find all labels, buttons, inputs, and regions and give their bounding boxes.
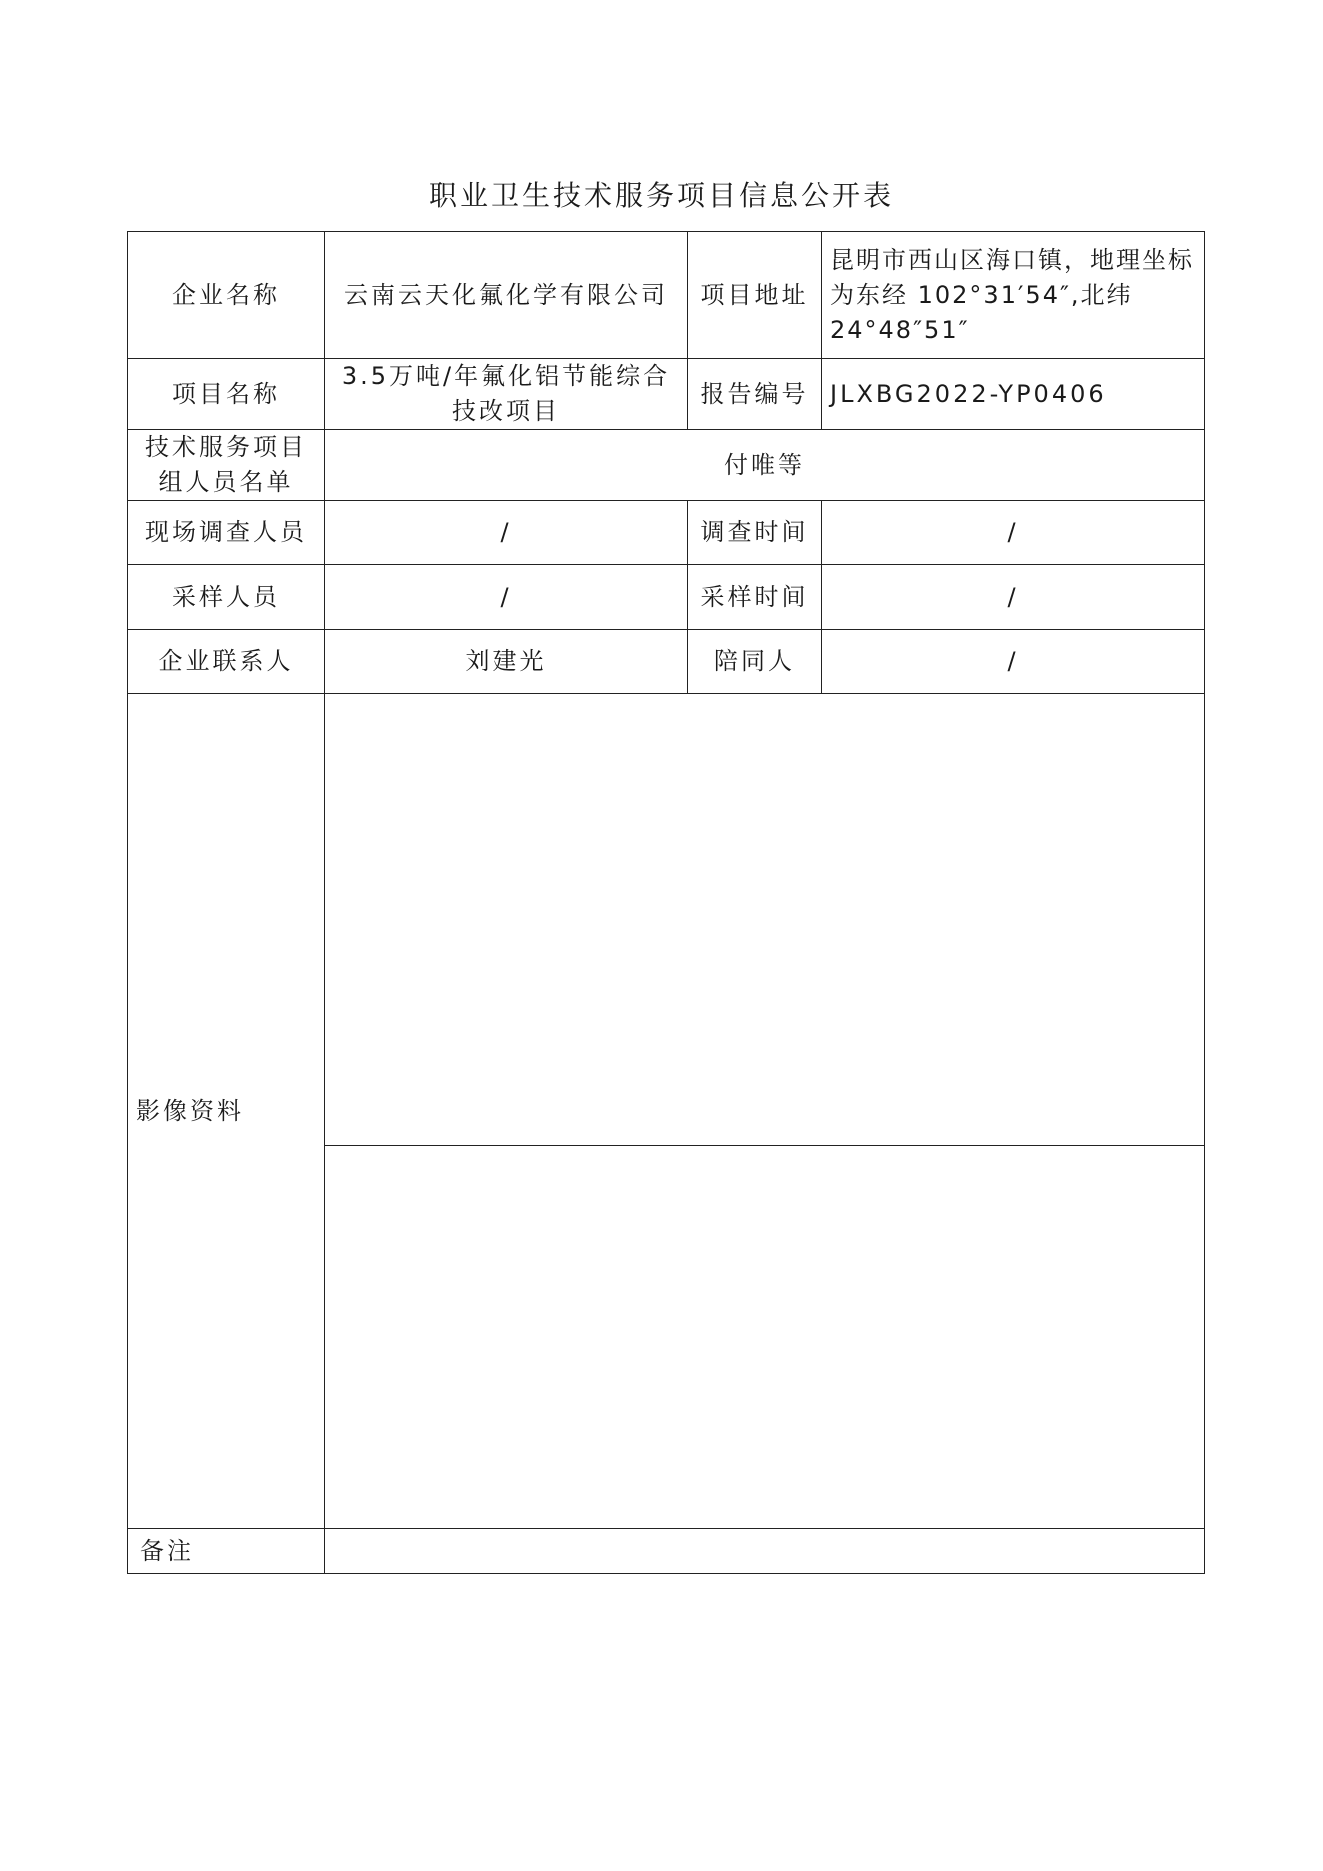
info-table: [127, 231, 1205, 1574]
sampling-time-label: 采样时间: [688, 565, 822, 630]
project-value: 3.5万吨/年氟化铝节能综合技改项目: [325, 359, 688, 430]
survey-time-value: /: [822, 501, 1205, 565]
table-row: [128, 694, 1205, 1146]
address-label: 项目地址: [688, 232, 822, 359]
table-row: [128, 232, 1205, 359]
sampling-time-value: /: [822, 565, 1205, 630]
team-label: 技术服务项目组人员名单: [128, 430, 325, 501]
table-row: [128, 501, 1205, 565]
remarks-label: 备注: [128, 1529, 325, 1574]
remarks-value: [325, 1529, 1205, 1574]
table-row: [128, 565, 1205, 630]
media-label: 影像资料: [128, 694, 325, 1529]
survey-time-label: 调查时间: [688, 501, 822, 565]
accompany-label: 陪同人: [688, 630, 822, 694]
company-value: 云南云天化氟化学有限公司: [325, 232, 688, 359]
company-label: 企业名称: [128, 232, 325, 359]
project-label: 项目名称: [128, 359, 325, 430]
sampling-staff-value: /: [325, 565, 688, 630]
accompany-value: /: [822, 630, 1205, 694]
team-value: 付唯等: [325, 430, 1205, 501]
page-title: 职业卫生技术服务项目信息公开表: [428, 179, 894, 212]
table-row: [128, 1529, 1205, 1574]
contact-value: 刘建光: [325, 630, 688, 694]
table-row: [128, 359, 1205, 430]
contact-label: 企业联系人: [128, 630, 325, 694]
report-label: 报告编号: [688, 359, 822, 430]
table-row: [128, 430, 1205, 501]
photo-slot-2: [325, 1146, 1205, 1529]
photo-slot-1: [325, 694, 1205, 1146]
address-value: 昆明市西山区海口镇，地理坐标为东经 102°31′54″,北纬 24°48″51″: [822, 232, 1205, 359]
survey-staff-label: 现场调查人员: [128, 501, 325, 565]
table-row: [128, 630, 1205, 694]
sampling-staff-label: 采样人员: [128, 565, 325, 630]
report-value: JLXBG2022-YP0406: [822, 359, 1205, 430]
survey-staff-value: /: [325, 501, 688, 565]
